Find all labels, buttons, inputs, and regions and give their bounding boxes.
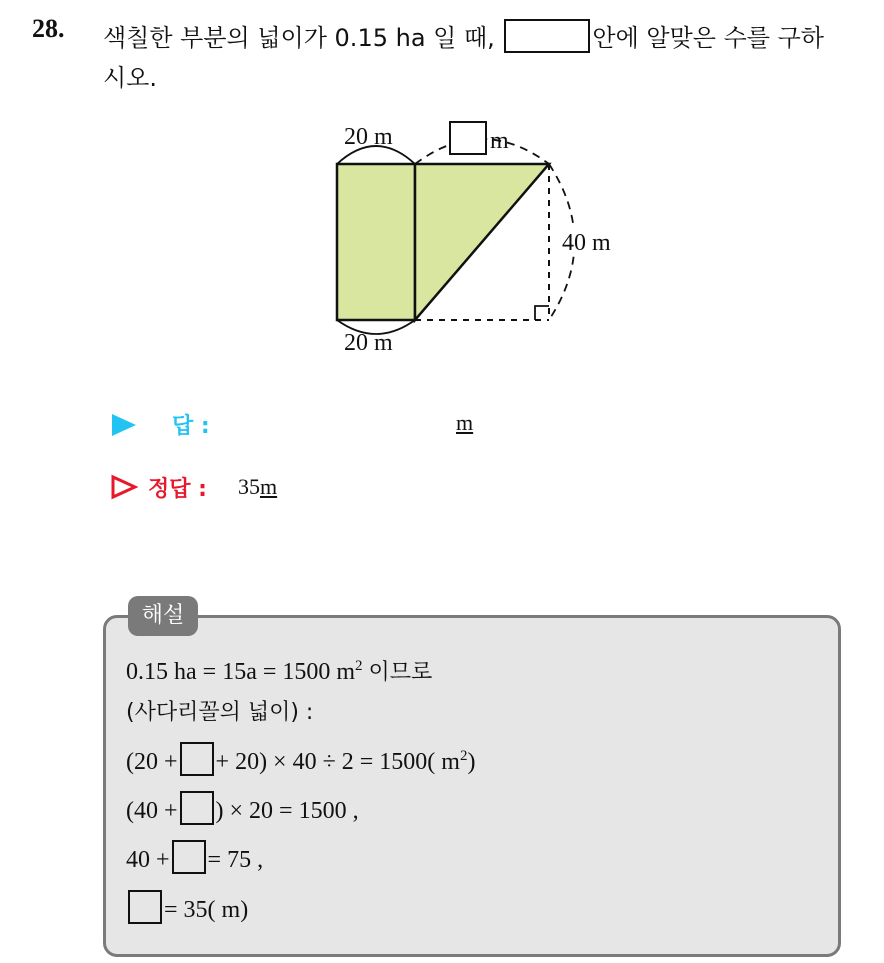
question-text-part2: 안에 알맞은 수를 구하 xyxy=(592,24,824,52)
solution-blank-box xyxy=(180,742,214,776)
play-triangle-icon xyxy=(110,412,138,438)
question-number: 28. xyxy=(32,14,65,43)
answer-unit: m xyxy=(456,410,474,435)
answer-label: 답 : xyxy=(172,414,210,439)
solution-line3-b: + 20) × 40 ÷ 2 = 1500( m xyxy=(215,749,460,775)
question-text-part1: 색칠한 부분의 넓이가 0.15 ha 일 때, xyxy=(103,24,495,52)
right-length-label: 40 m xyxy=(562,230,611,256)
shaded-rectangle xyxy=(337,164,415,320)
solution-line3 xyxy=(126,742,475,776)
solution-line4-b: ) × 20 = 1500 , xyxy=(215,798,359,824)
question-text-line2: 시오. xyxy=(103,64,157,92)
correct-value xyxy=(238,474,277,500)
answer-blank-box xyxy=(504,19,590,53)
question-text-line1 xyxy=(103,18,824,53)
correct-unit: m xyxy=(260,474,278,499)
solution-line5-a: 40 + xyxy=(126,847,170,873)
solution-line6 xyxy=(126,890,248,924)
solution-line2 xyxy=(126,695,313,726)
solution-line1 xyxy=(126,655,432,686)
correct-number: 35 xyxy=(238,474,260,499)
solution-line6-b: = 35( m) xyxy=(164,897,249,923)
outline-triangle-icon xyxy=(110,474,138,500)
solution-line1-sup: 2 xyxy=(355,658,363,674)
solution-blank-box xyxy=(172,840,206,874)
solution-line3-sup: 2 xyxy=(459,748,468,764)
solution-line5 xyxy=(126,840,263,874)
solution-line4 xyxy=(126,791,359,825)
solution-blank-box xyxy=(128,890,162,924)
solution-line2-text: (사다리꼴의 넓이) : xyxy=(126,700,314,725)
solution-blank-box xyxy=(180,791,214,825)
solution-line5-b: = 75 , xyxy=(207,847,264,873)
solution-line1-tail: 이므로 xyxy=(368,660,433,685)
figure-blank-box xyxy=(450,122,486,154)
solution-line1-text: 0.15 ha = 15a = 1500 m xyxy=(126,659,356,685)
top-left-length-label: 20 m xyxy=(344,124,393,150)
solution-line3-a: (20 + xyxy=(126,749,178,775)
shaded-triangle xyxy=(415,164,549,320)
right-angle-mark xyxy=(535,306,549,320)
solution-line4-a: (40 + xyxy=(126,798,178,824)
solution-line3-c: ) xyxy=(467,749,476,775)
top-blank-unit-label: m xyxy=(490,128,509,154)
correct-label: 정답 : xyxy=(148,477,207,502)
bottom-length-label: 20 m xyxy=(344,330,393,356)
solution-tag: 해설 xyxy=(128,596,198,636)
trapezoid-figure xyxy=(300,110,660,360)
